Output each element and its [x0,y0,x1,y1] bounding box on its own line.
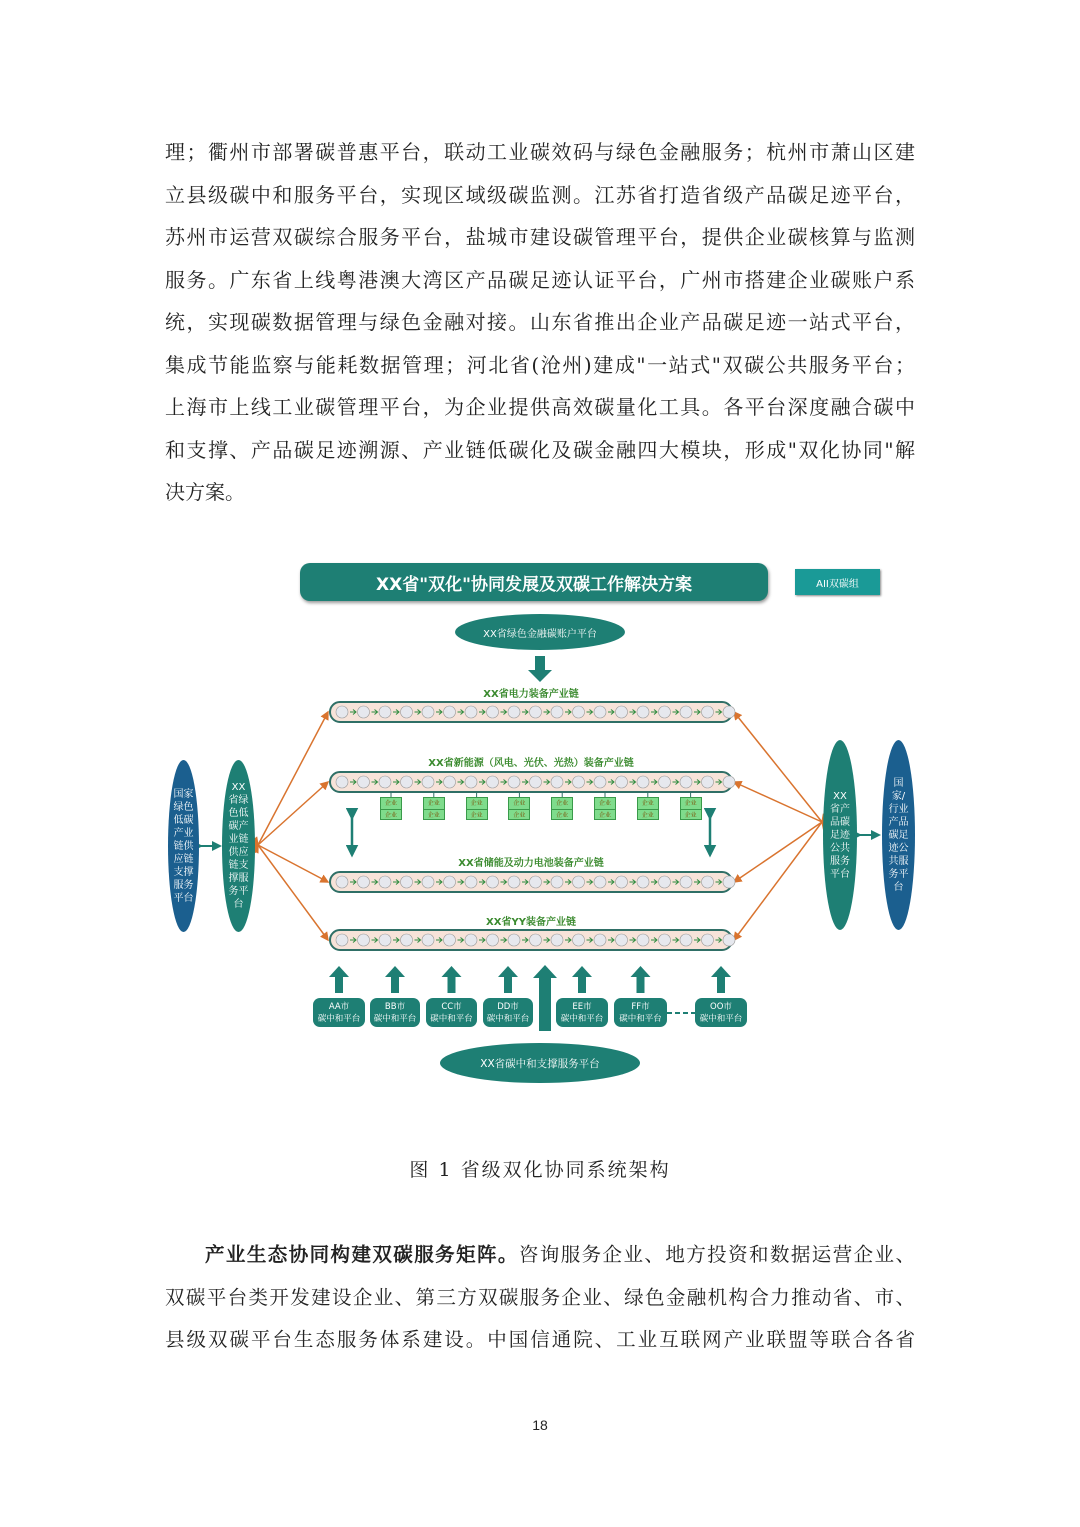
text-line: 和支撑、产品碳足迹溯源、产业链低碳化及碳金融四大模块，形成"双化协同"解 [165,437,915,462]
chain-node [702,776,714,788]
figure-caption: 图 1 省级双化协同系统架构 [409,1159,671,1181]
chain-node [594,934,606,946]
chain-node [465,876,477,888]
chain-node [508,776,520,788]
chain-node [508,934,520,946]
enterprise-box [508,797,530,820]
chain-node [702,876,714,888]
chain-label: XX省电力装备产业链 [483,689,579,700]
enterprise-label: 企业 [384,812,397,819]
city-name: OO市 [710,1002,732,1012]
enterprise-label: 企业 [427,812,440,819]
chain-node [358,776,370,788]
figure-title-banner: XX省"双化"协同发展及双碳工作解决方案 [300,563,768,601]
orange-connector [734,782,822,822]
enterprise-label: 企业 [681,798,701,810]
city-name: BB市 [384,1002,406,1012]
enterprise-label: 企业 [598,812,611,819]
text-line: 苏州市运营双碳综合服务平台，盐城市建设碳管理平台，提供企业碳核算与监测 [165,225,915,249]
platform-label: 国家绿色低碳产业链供应链支撑服务平台 [173,788,194,904]
city-name: EE市 [572,1002,592,1012]
right-inner-platform-ellipse [823,740,857,930]
text-line: 双碳平台类开发建设企业、第三方双碳服务企业、绿色金融机构合力推动省、市、 [165,1285,915,1309]
page-number: 18 [532,1417,548,1433]
text-line: 统，实现碳数据管理与绿色金融对接。山东省推出企业产品碳足迹一站式平台， [165,310,915,334]
chain-node [336,876,348,888]
chain-node [723,876,735,888]
chain-node [336,706,348,718]
city-name: DD市 [497,1002,519,1012]
text-line: 决方案。 [165,480,245,504]
enterprise-box [466,797,488,820]
chain-node [422,706,434,718]
right-outer-platform-ellipse [882,740,915,930]
city-platform-box [614,998,667,1027]
chain-node [551,876,563,888]
chain-node [336,934,348,946]
chain-node [551,776,563,788]
city-sub: 碳中和平台 [430,1014,473,1024]
chain-node [637,934,649,946]
chain-node [680,706,692,718]
chain-node [487,776,499,788]
city-sub: 碳中和平台 [317,1014,361,1024]
chain-node [422,776,434,788]
chain-node [637,876,649,888]
up-arrow-icon [711,966,731,993]
chain-node [401,934,413,946]
chain-node [616,776,628,788]
up-arrow-icon [572,966,592,993]
chain-node [573,876,585,888]
chain-node [680,776,692,788]
enterprise-box [380,797,402,820]
chain-node [379,876,391,888]
chain-node [594,706,606,718]
city-name: FF市 [631,1002,650,1012]
body-paragraph-2 [165,1234,915,1362]
enterprise-label: 企业 [509,798,529,810]
city-up-arrows [329,966,731,993]
left-outer-platform-ellipse [168,760,199,932]
chain-node [465,776,477,788]
enterprise-label: 企业 [684,812,697,819]
chain-node [702,934,714,946]
enterprise-box [594,797,616,820]
chain-node [530,876,542,888]
up-arrow-icon [385,966,405,993]
up-arrow-icon [442,966,462,993]
chain-label: XX省新能源（风电、光伏、光热）装备产业链 [428,758,634,769]
chain-node [336,776,348,788]
enterprise-label: 企业 [513,812,526,819]
text-line: 立县级碳中和服务平台，实现区域级碳监测。江苏省打造省级产品碳足迹平台， [165,182,915,207]
chain-node [573,934,585,946]
enterprise-box [637,797,659,820]
chain-node [637,776,649,788]
chain-node [659,776,671,788]
chain-node [551,706,563,718]
city-platform-box [483,998,533,1027]
chain-node [444,776,456,788]
chain-node [444,706,456,718]
enterprise-label: 企业 [424,798,444,810]
orange-connector [258,845,328,940]
chain-node [401,776,413,788]
chain-node [358,706,370,718]
chain-node [551,934,563,946]
chain-node [530,776,542,788]
city-sub: 碳中和平台 [560,1014,604,1024]
orange-connector [258,712,328,845]
orange-connector [258,845,328,882]
chain-node [465,934,477,946]
chain-node [616,706,628,718]
chain-node [723,706,735,718]
chain-node [680,934,692,946]
enterprise-label: 企业 [638,798,658,810]
city-name: CC市 [441,1002,462,1012]
chain-label: XX省储能及动力电池装备产业链 [458,858,604,869]
chain-node [422,934,434,946]
city-platform-box [313,998,365,1027]
city-platform-box [556,998,608,1027]
chain-node [487,934,499,946]
chain-node [465,706,477,718]
orange-connector [734,822,822,940]
chain-node [616,934,628,946]
paragraph-lead: 产业生态协同构建双碳服务矩阵。 [205,1243,519,1266]
text-line: 上海市上线工业碳管理平台，为企业提供高效碳量化工具。各平台深度融合碳中 [165,395,915,419]
text-line: 咨询服务企业、地方投资和数据运营企业、 [518,1243,915,1266]
chain-node [401,876,413,888]
chain-node [379,934,391,946]
up-arrow-icon [329,966,349,993]
enterprise-label: 企业 [641,812,654,819]
chain-node [659,876,671,888]
city-sub: 碳中和平台 [373,1014,417,1024]
orange-connector [734,712,822,822]
aii-tag: AII双碳组 [795,569,880,595]
city-platform-box [695,998,747,1027]
city-sub: 碳中和平台 [699,1014,743,1024]
enterprise-label: 企业 [595,798,615,810]
enterprise-box [551,797,573,820]
up-arrow-icon [498,966,518,993]
text-line: 县级双碳平台生态服务体系建设。中国信通院、工业互联网产业联盟等联合各省 [165,1328,915,1351]
chain-node [379,706,391,718]
chain-node [487,876,499,888]
chain-node [530,934,542,946]
platform-label: XX省绿色低碳产业链供应链支撑服务平台 [228,782,249,910]
chain-node [508,706,520,718]
chain-node [508,876,520,888]
enterprise-label: 企业 [381,798,401,810]
chain-node [401,706,413,718]
up-arrow-icon [631,966,651,993]
chain-node [659,706,671,718]
chain-label: XX省YY装备产业链 [486,917,576,928]
city-sub: 碳中和平台 [619,1014,662,1024]
chain-node [358,934,370,946]
chain-node [487,706,499,718]
text-line: 理；衢州市部署碳普惠平台，联动工业碳效码与绿色金融服务；杭州市萧山区建 [165,140,915,164]
left-inner-platform-ellipse [222,760,255,932]
chain-node [444,934,456,946]
orange-connector [734,822,822,882]
city-platform-box [370,998,420,1027]
chain-node [659,934,671,946]
city-name: AA市 [328,1002,350,1012]
chain-node [680,876,692,888]
chain-node [358,876,370,888]
enterprise-box [680,797,702,820]
orange-connector [258,782,328,845]
chain-node [637,706,649,718]
text-line: 集成节能监察与能耗数据管理；河北省(沧州)建成"一站式"双碳公共服务平台； [165,352,915,377]
chain-node [702,706,714,718]
chain-node [573,706,585,718]
orange-connector-lines [258,712,822,940]
text-line: 服务。广东省上线粤港澳大湾区产品碳足迹认证平台，广州市搭建企业碳账户系 [165,267,915,292]
chain-node [379,776,391,788]
chain-node [594,776,606,788]
chain-node [530,706,542,718]
chain-node [444,876,456,888]
up-arrow-icon [533,965,557,1031]
chain-node [573,776,585,788]
chain-node [723,776,735,788]
enterprise-box [423,797,445,820]
top-platform-ellipse: XX省绿色金融碳账户平台 [455,614,625,650]
enterprise-label: 企业 [470,812,483,819]
chain-node [594,876,606,888]
bottom-platform-ellipse: XX省碳中和支撑服务平台 [440,1043,640,1083]
platform-label: XX省产品碳足迹公共服务平台 [830,790,850,880]
down-arrow-icon [528,656,552,682]
chain-node [422,876,434,888]
enterprise-label: 企业 [467,798,487,810]
chain-node [723,934,735,946]
enterprise-label: 企业 [552,798,572,810]
platform-label: 国家/行业产品碳足迹公共服务平台 [888,777,909,893]
enterprise-label: 企业 [556,812,569,819]
city-platform-box [426,998,477,1027]
city-sub: 碳中和平台 [486,1014,530,1024]
chain-node [616,876,628,888]
